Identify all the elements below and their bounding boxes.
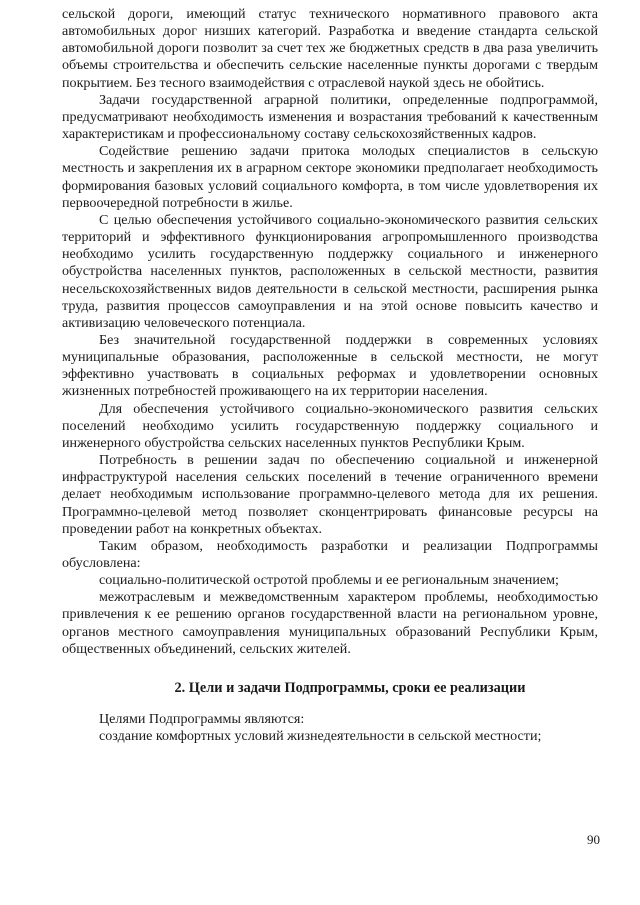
page-number: 90: [587, 832, 600, 847]
paragraph-state-support: С целью обеспечения устойчивого социально-экономического развития сельских территорий и эффективного функционирования агропромышленного производства необходимо усилить государственную поддержку социального и инженерного обустройства населенных пунктов, расположенных в сельской местности, развития несельскохозяйственных видов деятельности в сельской местности, расширения рынка труда, развития процессов самоуправления и на этой основе повысить качество и активизацию человеческого потенциала.: [62, 211, 598, 331]
paragraph-agrarian-policy: Задачи государственной аграрной политики, определенные подпрограммой, предусматривают необходимость изменения и возрастания требований к качественным характеристикам и профессиональному составу сельскохозяйственных кадров.: [62, 91, 598, 143]
paragraph-program-method: Потребность в решении задач по обеспечению социальной и инженерной инфраструктурой населения сельских поселений в течение ограниченного времени делает необходимым использование программно-целевого метода для их решения. Программно-целевой метод позволяет сконцентрировать финансовые ресурсы на проведении работ на конкретных объектах.: [62, 452, 598, 537]
list-item-social-political: социально-политической остротой проблемы и ее региональным значением;: [99, 572, 559, 589]
paragraph-development: Для обеспечения устойчивого социально-экономического развития сельских поселений необходимо усилить государственную поддержку социального и инженерного обустройства сельских населенных пунктов Республики Крым.: [62, 400, 598, 451]
section-heading: 2. Цели и задачи Подпрограммы, сроки ее реализации: [174, 679, 526, 696]
paragraph-young-specialists: Содействие решению задачи притока молодых специалистов в сельскую местность и закрепления их в аграрном секторе экономики предполагает необходимость формирования базовых условий социального комфорта, в том числе удовлетворения их первоочередной потребности в жилье.: [62, 143, 598, 211]
paragraph-municipal: Без значительной государственной поддержки в современных условиях муниципальные образования, расположенные в сельской местности, не могут эффективно участвовать в социальных реформах и удовлетворении основных жизненных потребностей проживающего на их территории населения.: [62, 331, 598, 400]
list-item-comfort-conditions: создание комфортных условий жизнедеятельности в сельской местности;: [99, 728, 542, 745]
paragraph-necessity: Таким образом, необходимость разработки и реализации Подпрограммы обусловлена:: [62, 537, 598, 571]
list-item-interdepartmental: межотраслевым и межведомственным характером проблемы, необходимостью привлечения к ее решению органов государственной власти на региональном уровне, органов местного самоуправления муниципальных образований Республики Крым, общественных объединений, сельских жителей.: [62, 589, 598, 657]
paragraph-roads: сельской дороги, имеющий статус технического нормативного правового акта автомобильных дорог низших категорий. Разработка и введение стандарта сельской автомобильной дороги позволит за счет тех же бюджетных средств в два раза увеличить объемы строительства и обеспечить сельские населенные пункты дорогами с твердым покрытием. Без тесного взаимодействия с отраслевой наукой здесь не обойтись.: [62, 6, 598, 91]
document-page: [62, 6, 598, 745]
paragraph-goals-intro: Целями Подпрограммы являются:: [99, 711, 305, 728]
